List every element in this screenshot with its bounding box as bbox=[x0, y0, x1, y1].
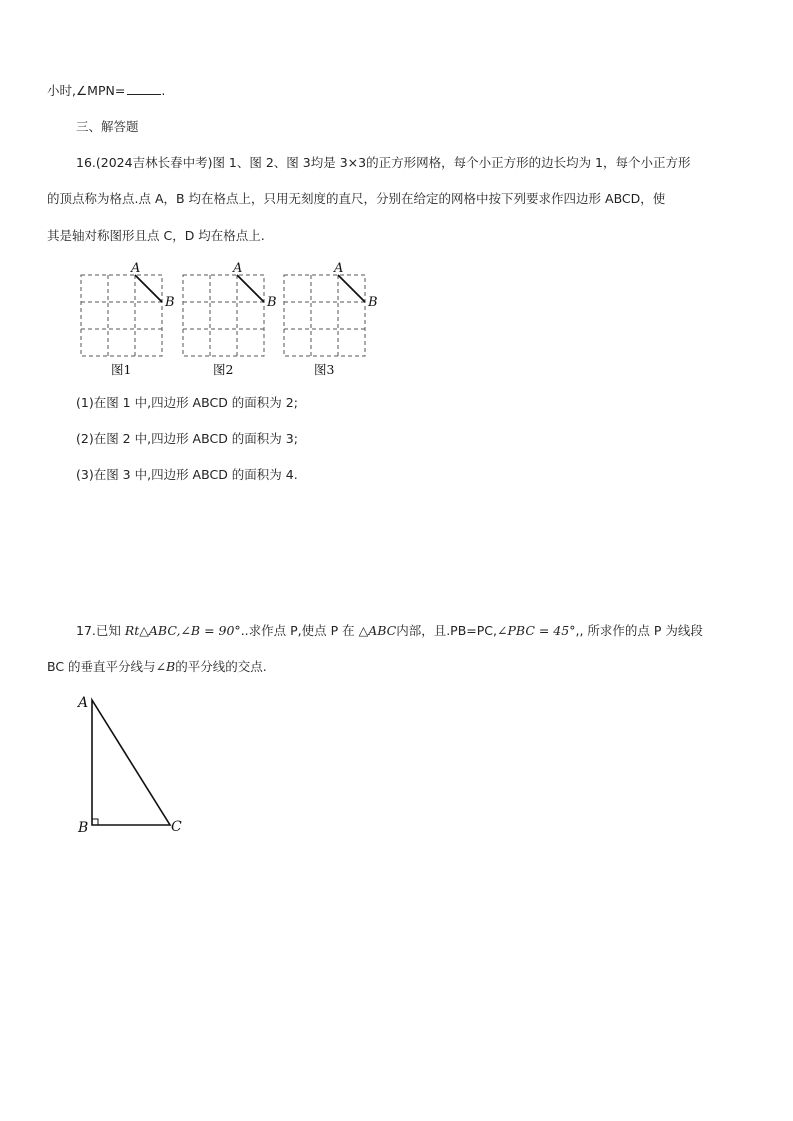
q16-part-3: (3)在图 3 中,四边形 ABCD 的面积为 4. bbox=[76, 467, 298, 482]
q17-math-angle-b: ∠B bbox=[155, 659, 176, 674]
point-c-label: C bbox=[171, 819, 182, 835]
point-a-label: A bbox=[78, 695, 89, 711]
grid-figure-3 bbox=[284, 261, 378, 377]
figure-caption: 图2 bbox=[213, 362, 234, 377]
q17-text-b: ..求作点 P,使点 P 在 bbox=[240, 623, 359, 638]
q17-text-e: BC 的垂直平分线与 bbox=[47, 659, 156, 674]
right-angle-mark bbox=[92, 819, 98, 825]
q16-text-line-2: 的顶点称为格点.点 A，B 均在格点上，只用无刻度的直尺，分别在给定的网格中按下列要求作四边形 ABCD，使 bbox=[47, 191, 666, 206]
point-b-label: B bbox=[78, 820, 89, 836]
section-heading: 三、解答题 bbox=[76, 119, 139, 134]
q17-text-a: 17.已知 bbox=[76, 623, 125, 638]
q16-text-line-3: 其是轴对称图形且点 C，D 均在格点上. bbox=[47, 228, 265, 243]
q17-triangle-figure bbox=[70, 688, 200, 838]
previous-question-text: 小时,∠MPN= bbox=[47, 83, 126, 98]
point-b-label: B bbox=[368, 295, 378, 310]
figure-caption: 图3 bbox=[314, 362, 335, 377]
grid-figure-1 bbox=[81, 261, 175, 377]
point-a-label: A bbox=[334, 261, 344, 276]
q17-text-f: 的平分线的交点. bbox=[175, 659, 267, 674]
previous-question-suffix: . bbox=[161, 83, 166, 98]
previous-question-tail bbox=[47, 82, 165, 99]
triangle-abc bbox=[92, 700, 170, 825]
q17-math-triangle: △ABC bbox=[358, 623, 397, 638]
point-a-label: A bbox=[131, 261, 141, 276]
q17-text-line-1 bbox=[76, 623, 703, 639]
q17-text-d: ,, 所求作的点 P 为线段 bbox=[575, 623, 703, 638]
q17-math-angle: ∠PBC = 45° bbox=[497, 623, 576, 638]
point-b-label: B bbox=[267, 295, 277, 310]
segment-ab bbox=[338, 275, 365, 302]
grid-figure-2 bbox=[183, 261, 277, 377]
q17-math-given: Rt△ABC,∠B = 90° bbox=[124, 623, 241, 638]
q17-text-c: 内部，且.PB=PC, bbox=[396, 623, 498, 638]
point-a-label: A bbox=[233, 261, 243, 276]
segment-ab bbox=[237, 275, 264, 302]
q16-part-2: (2)在图 2 中,四边形 ABCD 的面积为 3; bbox=[76, 431, 298, 446]
q17-text-line-2 bbox=[47, 659, 267, 675]
answer-blank[interactable] bbox=[127, 82, 161, 95]
segment-ab bbox=[135, 275, 162, 302]
point-b-label: B bbox=[165, 295, 175, 310]
q16-grid-figures bbox=[74, 256, 384, 380]
q16-part-1: (1)在图 1 中,四边形 ABCD 的面积为 2; bbox=[76, 395, 298, 410]
q16-text-line-1: 16.(2024吉林长春中考)图 1、图 2、图 3均是 3×3的正方形网格，每个小正方形的边长均为 1，每个小正方形 bbox=[76, 155, 691, 170]
figure-caption: 图1 bbox=[111, 362, 132, 377]
